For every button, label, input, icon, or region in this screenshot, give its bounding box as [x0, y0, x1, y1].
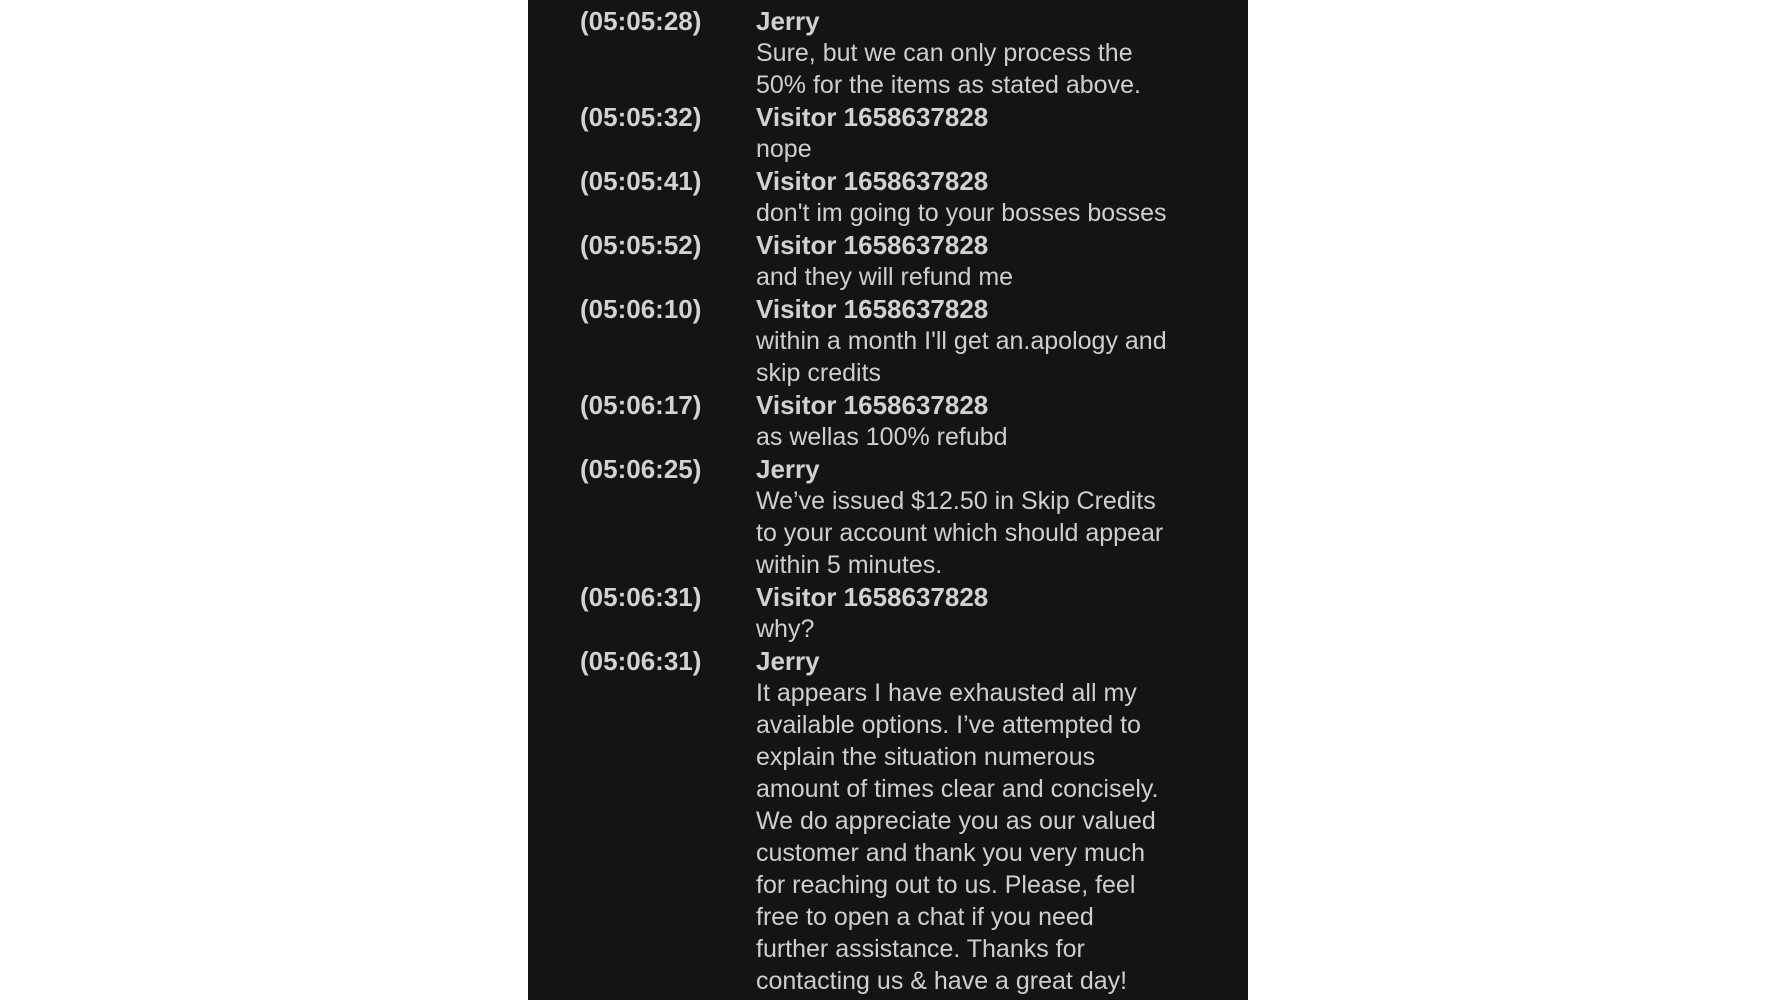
message-line: 50% for the items as stated above.	[756, 71, 1141, 99]
message-text	[756, 421, 1220, 453]
message-line: skip credits	[756, 359, 882, 387]
message-content	[756, 453, 1220, 581]
message-sender: Visitor 1658637828	[756, 582, 989, 612]
message-line: as wellas 100% refubd	[756, 423, 1008, 451]
message-sender: Visitor 1658637828	[756, 390, 989, 420]
message-line: We do appreciate you as our valued	[756, 807, 1156, 835]
message-text	[756, 485, 1220, 581]
chat-log	[580, 5, 1220, 997]
message-timestamp: (05:05:32)	[580, 102, 702, 132]
message-content	[756, 101, 1220, 165]
message-timestamp: (05:06:17)	[580, 390, 702, 420]
message-timestamp: (05:06:31)	[580, 582, 702, 612]
message-line: Sure, but we can only process the	[756, 39, 1133, 67]
message-timestamp: (05:06:31)	[580, 646, 702, 676]
message-timestamp: (05:05:52)	[580, 230, 702, 260]
message-text	[756, 677, 1220, 997]
message-sender: Jerry	[756, 454, 820, 484]
message-content	[756, 293, 1220, 389]
message-line: and they will refund me	[756, 263, 1014, 291]
message-text	[756, 197, 1220, 229]
message-sender: Visitor 1658637828	[756, 294, 989, 324]
chat-message	[580, 645, 1220, 997]
message-content	[756, 229, 1220, 293]
message-text	[756, 133, 1220, 165]
message-timestamp: (05:06:10)	[580, 294, 702, 324]
message-line: available options. I’ve attempted to	[756, 711, 1141, 739]
chat-message	[580, 581, 1220, 645]
message-line: for reaching out to us. Please, feel	[756, 871, 1136, 899]
chat-message	[580, 453, 1220, 581]
message-timestamp: (05:05:41)	[580, 166, 702, 196]
message-content	[756, 389, 1220, 453]
message-line: customer and thank you very much	[756, 839, 1146, 867]
message-content	[756, 581, 1220, 645]
message-line: within 5 minutes.	[756, 551, 943, 579]
message-timestamp: (05:06:25)	[580, 454, 702, 484]
message-content	[756, 165, 1220, 229]
message-line: amount of times clear and concisely.	[756, 775, 1159, 803]
chat-message	[580, 293, 1220, 389]
message-content	[756, 645, 1220, 997]
message-content	[756, 5, 1220, 101]
message-text	[756, 325, 1220, 389]
message-sender: Visitor 1658637828	[756, 102, 989, 132]
message-line: We’ve issued $12.50 in Skip Credits	[756, 487, 1156, 515]
message-line: nope	[756, 135, 812, 163]
message-line: free to open a chat if you need	[756, 903, 1094, 931]
message-text	[756, 613, 1220, 645]
message-line: to your account which should appear	[756, 519, 1164, 547]
message-text	[756, 261, 1220, 293]
message-line: within a month I'll get an.apology and	[756, 327, 1167, 355]
message-sender: Jerry	[756, 6, 820, 36]
message-line: contacting us & have a great day!	[756, 967, 1128, 995]
message-line: It appears I have exhausted all my	[756, 679, 1137, 707]
chat-message	[580, 229, 1220, 293]
message-line: further assistance. Thanks for	[756, 935, 1085, 963]
message-sender: Visitor 1658637828	[756, 230, 989, 260]
chat-message	[580, 389, 1220, 453]
message-line: explain the situation numerous	[756, 743, 1096, 771]
chat-message	[580, 5, 1220, 101]
message-line: why?	[756, 615, 815, 643]
message-text	[756, 37, 1220, 101]
chat-transcript-panel	[528, 0, 1248, 1000]
chat-message	[580, 101, 1220, 165]
chat-message	[580, 165, 1220, 229]
message-timestamp: (05:05:28)	[580, 6, 702, 36]
message-sender: Jerry	[756, 646, 820, 676]
message-sender: Visitor 1658637828	[756, 166, 989, 196]
message-line: don't im going to your bosses bosses	[756, 199, 1167, 227]
